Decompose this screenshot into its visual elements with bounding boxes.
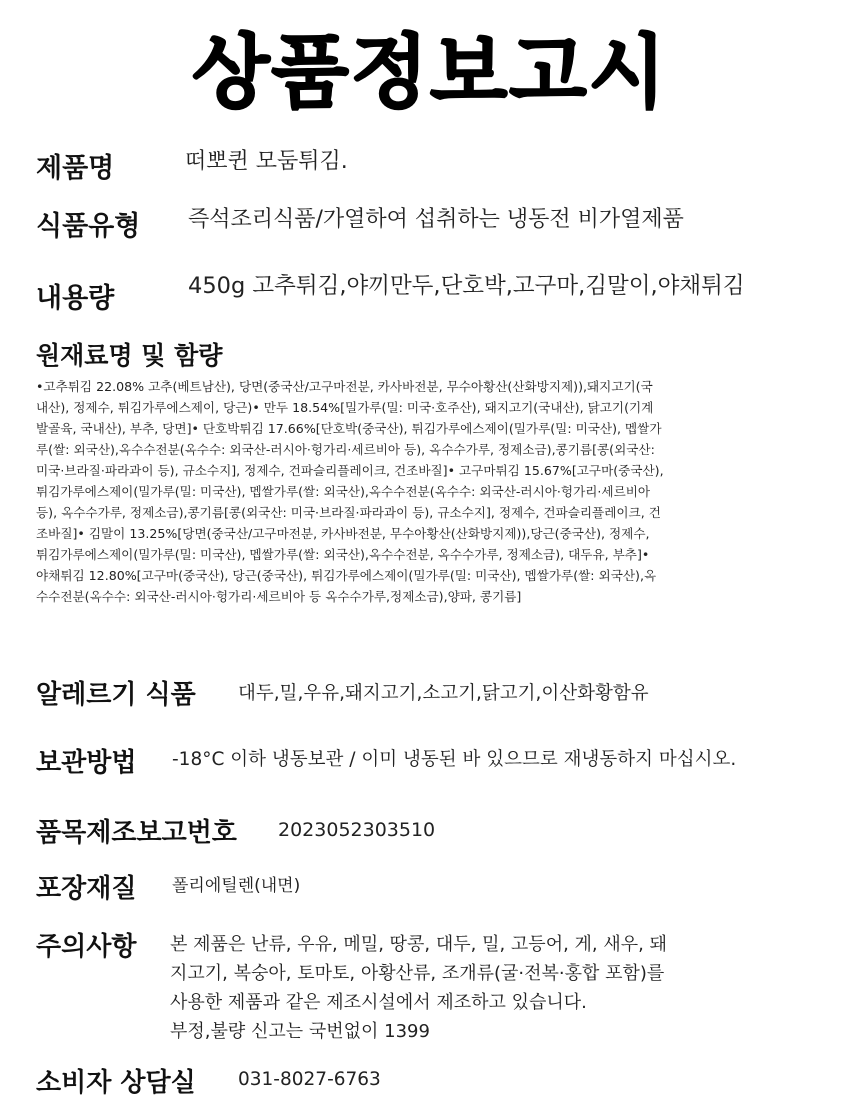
packaging-value: 폴리에틸렌(내면) — [172, 876, 301, 896]
caution-line: 지고기, 복숭아, 토마토, 아황산류, 조개류(굴·전복·홍합 포함)를 — [170, 963, 665, 984]
ingredients-line: 등), 옥수수가루, 정제소금),콩기름[콩(외국산: 미국·브라질·파라과이 등), 규소수지], 정제수, 건파슬리플레이크, 건 — [36, 505, 661, 520]
ingredients-line: 야채튀김 12.80%[고구마(중국산), 당근(중국산), 튀김가루에스제이(밀가루(밀: 미국산), 멥쌀가루(쌀: 외국산),옥 — [36, 568, 657, 583]
product-name-label: 제품명 — [36, 153, 115, 184]
caution-line: 부정,불량 신고는 국번없이 1399 — [170, 1021, 430, 1042]
ingredients-line: •고추튀김 22.08% 고추(베트남산), 당면(중국산/고구마전분, 카사바전분, 무수아황산(산화방지제)),돼지고기(국 — [36, 379, 653, 394]
storage-value: -18°C 이하 냉동보관 / 이미 냉동된 바 있으므로 재냉동하지 마십시오. — [172, 749, 737, 770]
ingredients-label: 원재료명 및 함량 — [36, 341, 223, 370]
report-number-value: 2023052303510 — [278, 819, 436, 841]
storage-label: 보관방법 — [36, 748, 137, 778]
caution-text — [170, 930, 667, 1046]
ingredients-text — [36, 376, 844, 607]
ingredients-line: 내산), 정제수, 튀김가루에스제이, 당근)• 만두 18.54%[밀가루(밀: 미국·호주산), 돼지고기(국내산), 닭고기(기계 — [36, 400, 654, 415]
ingredients-line: 발골육, 국내산), 부추, 당면]• 단호박튀김 17.66%[단호박(중국산), 튀김가루에스제이(밀가루(밀: 미국산), 멥쌀가 — [36, 421, 662, 436]
ingredients-line: 조바질]• 김말이 13.25%[당면(중국산/고구마전분, 카사바전분, 무수아황산(산화방지제)),당근(중국산), 정제수, — [36, 526, 650, 541]
ingredients-line: 튀김가루에스제이(밀가루(밀: 미국산), 멥쌀가루(쌀: 외국산),옥수수전분, 옥수수가루, 정제소금), 대두유, 부추]• — [36, 547, 650, 562]
caution-line: 본 제품은 난류, 우유, 메밀, 땅콩, 대두, 밀, 고등어, 게, 새우, 돼 — [170, 934, 667, 955]
consumer-center-value: 031-8027-6763 — [238, 1069, 381, 1090]
ingredients-line: 루(쌀: 외국산),옥수수전분(옥수수: 외국산-러시아·헝가리·세르비아 등), 옥수수가루, 정제소금),콩기름[콩(외국산: — [36, 442, 655, 457]
product-name-value: 떠뽀퀸 모둠튀김. — [185, 149, 348, 174]
allergy-value: 대두,밀,우유,돼지고기,소고기,닭고기,이산화황함유 — [238, 683, 649, 704]
page-title: 상품정보고시 — [192, 26, 668, 119]
ingredients-line: 튀김가루에스제이(밀가루(밀: 미국산), 멥쌀가루(쌀: 외국산),옥수수전분(옥수수: 외국산-러시아·헝가리·세르비아 — [36, 484, 651, 499]
report-number-label: 품목제조보고번호 — [36, 818, 237, 848]
allergy-label: 알레르기 식품 — [36, 680, 196, 710]
packaging-label: 포장재질 — [36, 874, 137, 904]
ingredients-line: 수수전분(옥수수: 외국산-러시아·헝가리·세르비아 등 옥수수가루,정제소금),양파, 콩기름] — [36, 589, 522, 604]
food-type-value: 즉석조리식품/가열하여 섭취하는 냉동전 비가열제품 — [188, 207, 684, 232]
ingredients-line: 미국·브라질·파라과이 등), 규소수지], 정제수, 건파슬리플레이크, 건조바질]• 고구마튀김 15.67%[고구마(중국산), — [36, 463, 664, 478]
caution-label: 주의사항 — [36, 932, 137, 962]
net-content-label: 내용량 — [36, 283, 115, 314]
consumer-center-label: 소비자 상담실 — [36, 1068, 196, 1098]
caution-line: 사용한 제품과 같은 제조시설에서 제조하고 있습니다. — [170, 992, 587, 1013]
food-type-label: 식품유형 — [36, 211, 141, 242]
net-content-value: 450g 고추튀김,야끼만두,단호박,고구마,김말이,야채튀김 — [188, 273, 745, 299]
